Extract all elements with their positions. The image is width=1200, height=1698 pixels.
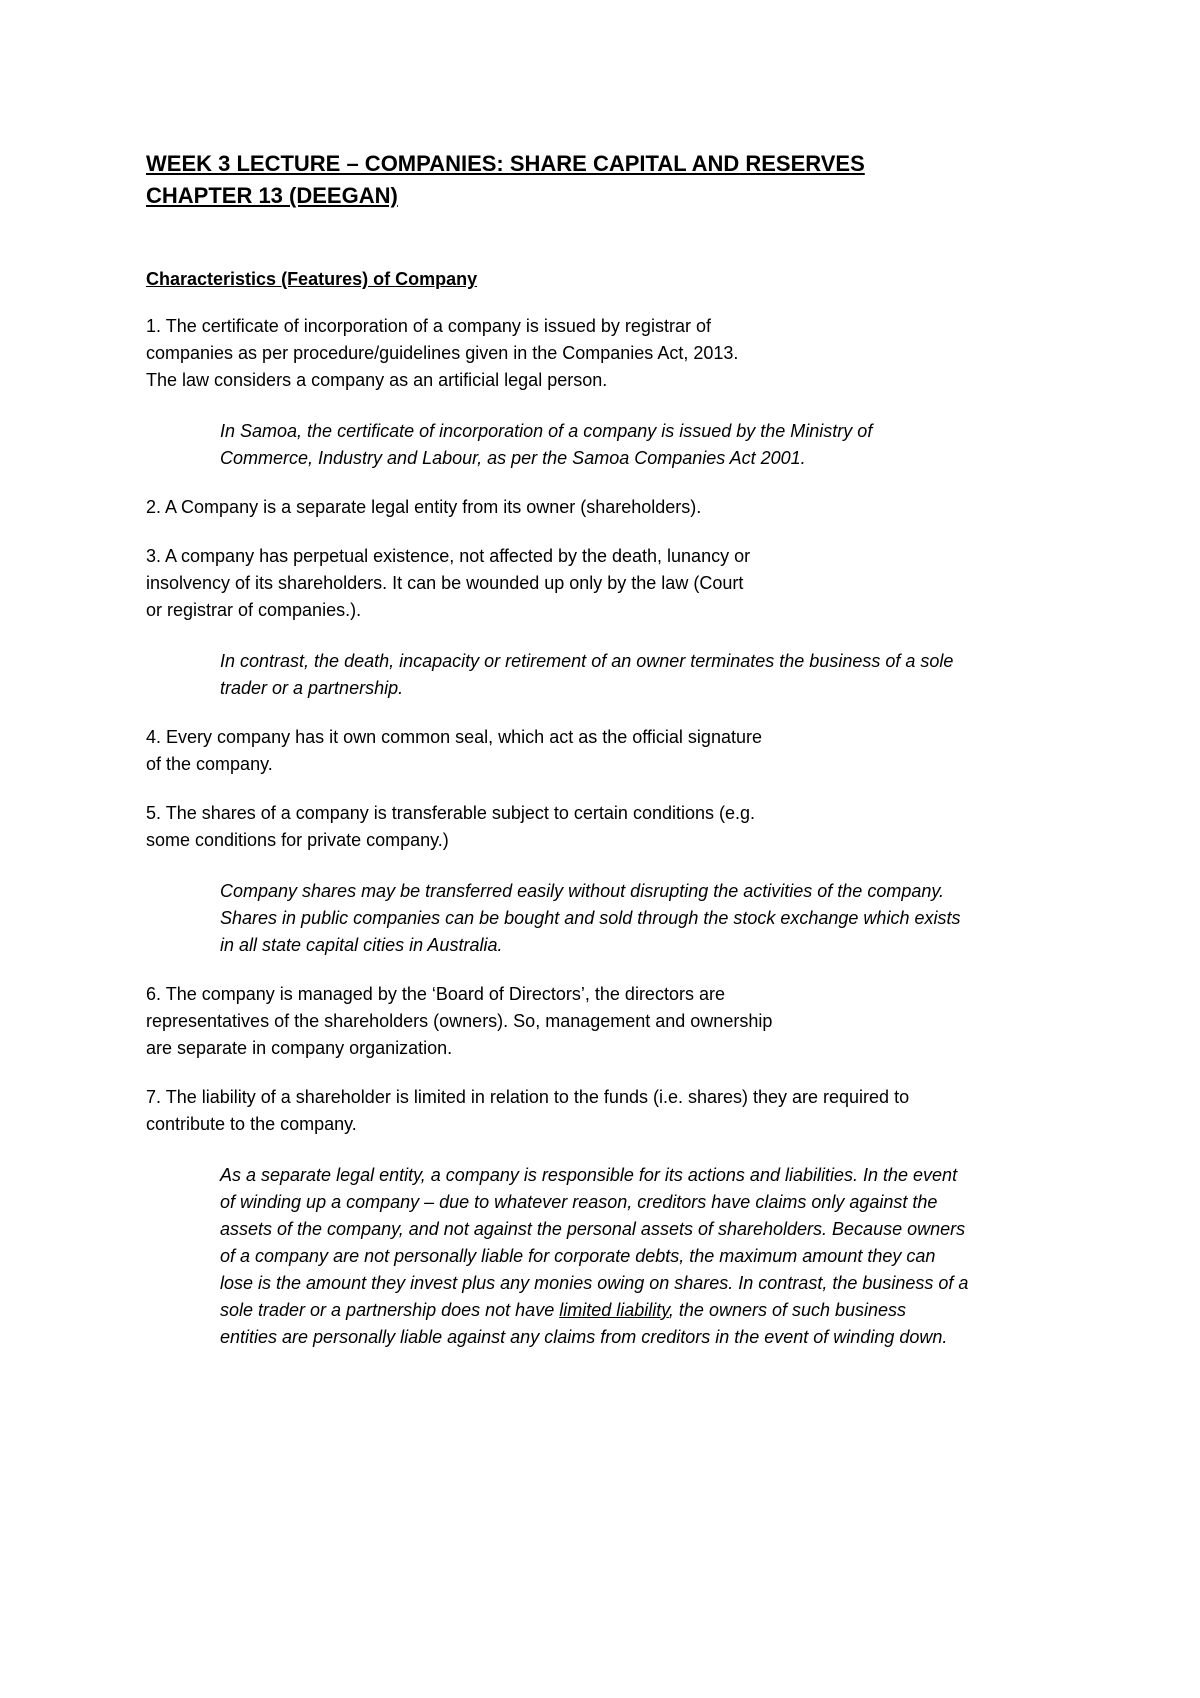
item-line: companies as per procedure/guidelines given in the Companies Act, 2013. [146, 343, 739, 363]
note-line: assets of the company, and not against the personal assets of shareholders. Because owners [220, 1219, 966, 1239]
item-7-note [220, 1162, 1050, 1351]
list-item-1 [146, 313, 1056, 394]
section-heading: Characteristics (Features) of Company [146, 269, 478, 289]
item-line: of the company. [146, 754, 273, 774]
note-line: In contrast, the death, incapacity or retirement of an owner terminates the business of a sole [220, 651, 954, 671]
note-line: Company shares may be transferred easily without disrupting the activities of the company. [220, 881, 945, 901]
title-line-1: WEEK 3 LECTURE – COMPANIES: SHARE CAPITAL AND RESERVES [146, 151, 865, 176]
item-number: 6. [146, 984, 162, 1004]
note-line: of a company are not personally liable for corporate debts, the maximum amount they can [220, 1246, 936, 1266]
title-line-2: CHAPTER 13 (DEEGAN) [146, 183, 398, 208]
note-text: , the owners of such business [668, 1300, 907, 1320]
note-line: trader or a partnership. [220, 678, 404, 698]
note-line: Commerce, Industry and Labour, as per the Samoa Companies Act 2001. [220, 448, 806, 468]
item-line: or registrar of companies.). [146, 600, 362, 620]
list-item-4 [146, 724, 1056, 778]
item-line: contribute to the company. [146, 1114, 357, 1134]
note-line: As a separate legal entity, a company is responsible for its actions and liabilities. In the event [220, 1165, 958, 1185]
item-line: The certificate of incorporation of a company is issued by registrar of [165, 316, 711, 336]
item-number: 1. [146, 316, 162, 336]
list-item-7 [146, 1084, 1056, 1138]
note-line-underlined-term [220, 1297, 1050, 1324]
note-line: in all state capital cities in Australia. [220, 935, 503, 955]
item-line: A company has perpetual existence, not affected by the death, lunancy or [165, 546, 751, 566]
limited-liability-term: limited liability [559, 1300, 669, 1320]
note-line: lose is the amount they invest plus any monies owing on shares. In contrast, the business of a [220, 1273, 969, 1293]
item-number: 2. [146, 497, 162, 517]
item-1-note [220, 418, 1050, 472]
item-line: Every company has it own common seal, which act as the official signature [166, 727, 762, 747]
note-line: In Samoa, the certificate of incorporation of a company is issued by the Ministry of [220, 421, 873, 441]
item-line: The liability of a shareholder is limited in relation to the funds (i.e. shares) they are required to [165, 1087, 910, 1107]
list-item-5 [146, 800, 1056, 854]
note-text: sole trader or a partnership does not have [220, 1300, 560, 1320]
list-item-2 [146, 494, 1056, 521]
item-3-note [220, 648, 1050, 702]
document-title [146, 148, 1056, 212]
item-line: The shares of a company is transferable subject to certain conditions (e.g. [165, 803, 756, 823]
list-item-3 [146, 543, 1056, 624]
item-line: some conditions for private company.) [146, 830, 449, 850]
item-line: The company is managed by the ‘Board of Directors’, the directors are [165, 984, 725, 1004]
note-line: Shares in public companies can be bought and sold through the stock exchange which exists [220, 908, 961, 928]
note-line: of winding up a company – due to whatever reason, creditors have claims only against the [220, 1192, 938, 1212]
item-line: insolvency of its shareholders. It can be wounded up only by the law (Court [146, 573, 744, 593]
item-number: 3. [146, 546, 162, 566]
item-number: 4. [146, 727, 162, 747]
list-item-6 [146, 981, 1056, 1062]
item-5-note [220, 878, 1050, 959]
item-line: representatives of the shareholders (owners). So, management and ownership [146, 1011, 773, 1031]
item-number: 7. [146, 1087, 162, 1107]
item-line: The law considers a company as an artificial legal person. [146, 370, 608, 390]
item-line: are separate in company organization. [146, 1038, 453, 1058]
document-content [146, 148, 1056, 1351]
note-line: entities are personally liable against any claims from creditors in the event of winding down. [220, 1327, 948, 1347]
item-number: 5. [146, 803, 162, 823]
item-line: A Company is a separate legal entity from its owner (shareholders). [165, 497, 702, 517]
